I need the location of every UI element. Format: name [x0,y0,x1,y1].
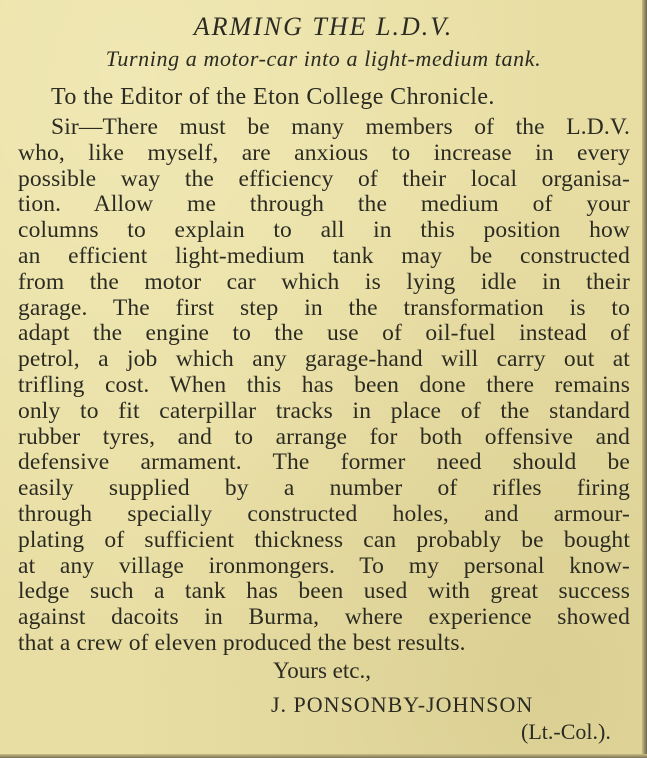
body-line: rubber tyres, and to arrange for both offensive and [18,423,630,450]
body-line: possible way the efficiency of their local organisa- [18,165,630,192]
body-line: petrol, a job which any garage-hand will carry out at [18,346,630,373]
paper-edge-shadow [0,754,647,758]
letter-signature: J. PONSONBY-JOHNSON [271,692,534,717]
body-line: an efficient light-medium tank may be constructed [18,242,630,269]
body-line: only to fit caterpillar tracks in place of the standard [18,397,630,424]
paper-edge-shadow [642,0,647,758]
body-line: adapt the engine to the use of oil-fuel instead of [18,320,630,347]
body-line: at any village ironmongers. To my personal know- [18,552,630,579]
body-line: plating of sufficient thickness can probably be bought [18,526,630,553]
body-line: that a crew of eleven produced the best results. [18,629,466,656]
letter-closing: Yours etc., [273,658,371,683]
body-line: columns to explain to all in this position how [18,217,630,244]
body-line: defensive armament. The former need should be [18,449,630,476]
body-line: through specially constructed holes, and armour- [18,500,630,527]
body-line: garage. The first step in the transformation is to [18,294,630,321]
body-line: tion. Allow me through the medium of your [18,191,630,218]
article-title: ARMING THE L.D.V. [193,12,454,41]
body-line: easily supplied by a number of rifles firing [18,475,630,502]
body-line: ledge such a tank has been used with great success [18,578,630,605]
body-line: from the motor car which is lying idle in their [18,268,630,295]
body-line: Sir—There must be many members of the L.D.V. [51,114,630,140]
letter-salutation: To the Editor of the Eton College Chronicle. [51,84,495,110]
article-subtitle: Turning a motor-car into a light-medium tank. [105,46,542,71]
letter-body [18,115,630,657]
body-line: against dacoits in Burma, where experience showed [18,604,630,631]
signature-rank: (Lt.-Col.). [521,719,611,744]
body-line: trifling cost. When this has been done there remains [18,371,630,398]
body-line: who, like myself, are anxious to increase in every [18,139,630,166]
